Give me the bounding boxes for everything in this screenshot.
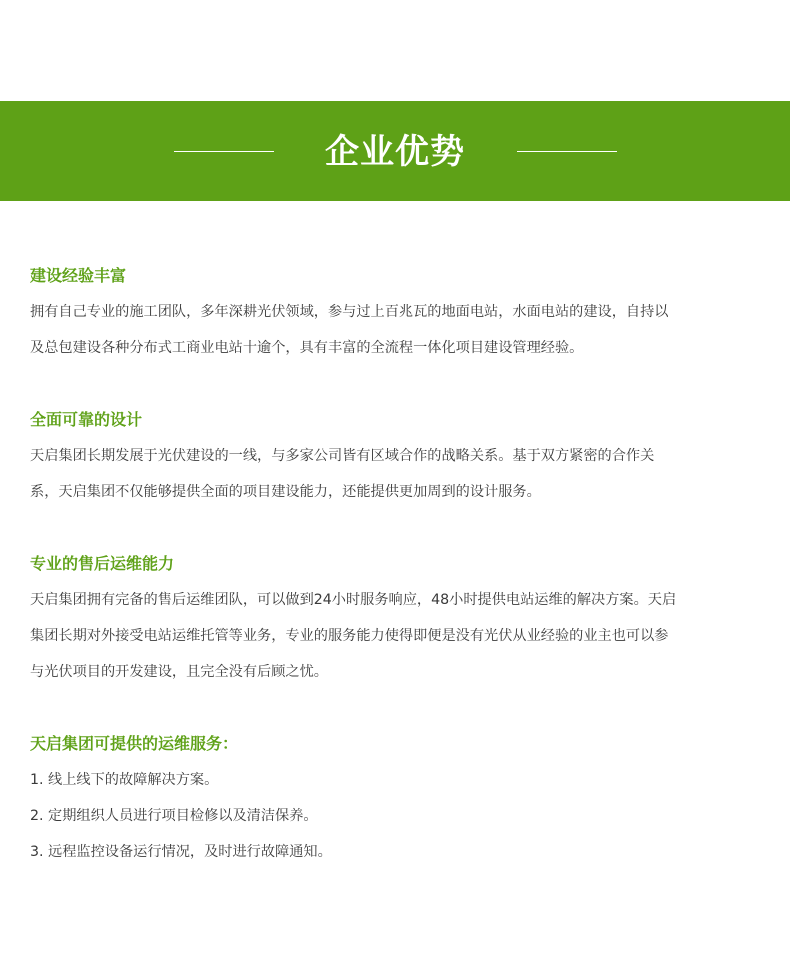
section-title-experience: 建设经验丰富 xyxy=(30,266,127,285)
header-divider-right xyxy=(517,151,617,152)
paragraph-line: 天启集团长期发展于光伏建设的一线，与多家公司皆有区域合作的战略关系。基于双方紧密的合作关 xyxy=(30,448,655,464)
section-title-maintenance: 专业的售后运维能力 xyxy=(30,554,175,573)
section-title-design: 全面可靠的设计 xyxy=(30,410,143,429)
list-item: 2. 定期组织人员进行项目检修以及清洁保养。 xyxy=(30,808,318,824)
list-item: 1. 线上线下的故障解决方案。 xyxy=(30,772,219,788)
paragraph-line: 及总包建设各种分布式工商业电站十逾个，具有丰富的全流程一体化项目建设管理经验。 xyxy=(30,340,584,356)
services-title: 天启集团可提供的运维服务： xyxy=(30,734,239,753)
section-body-maintenance xyxy=(30,582,765,690)
paragraph-line: 天启集团拥有完备的售后运维团队，可以做到24小时服务响应，48小时提供电站运维的解决方案。天启 xyxy=(30,592,677,608)
paragraph-line: 拥有自己专业的施工团队，多年深耕光伏领域，参与过上百兆瓦的地面电站，水面电站的建设，自持以 xyxy=(30,304,669,320)
paragraph-line: 与光伏项目的开发建设，且完全没有后顾之忧。 xyxy=(30,664,328,680)
section-body-experience xyxy=(30,294,765,366)
page-title: 企业优势 xyxy=(325,132,465,172)
header-divider-left xyxy=(174,151,274,152)
paragraph-line: 系，天启集团不仅能够提供全面的项目建设能力，还能提供更加周到的设计服务。 xyxy=(30,484,541,500)
section-body-design xyxy=(30,438,765,510)
paragraph-line: 集团长期对外接受电站运维托管等业务，专业的服务能力使得即便是没有光伏从业经验的业主也可以参 xyxy=(30,628,669,644)
list-item: 3. 远程监控设备运行情况，及时进行故障通知。 xyxy=(30,844,332,860)
